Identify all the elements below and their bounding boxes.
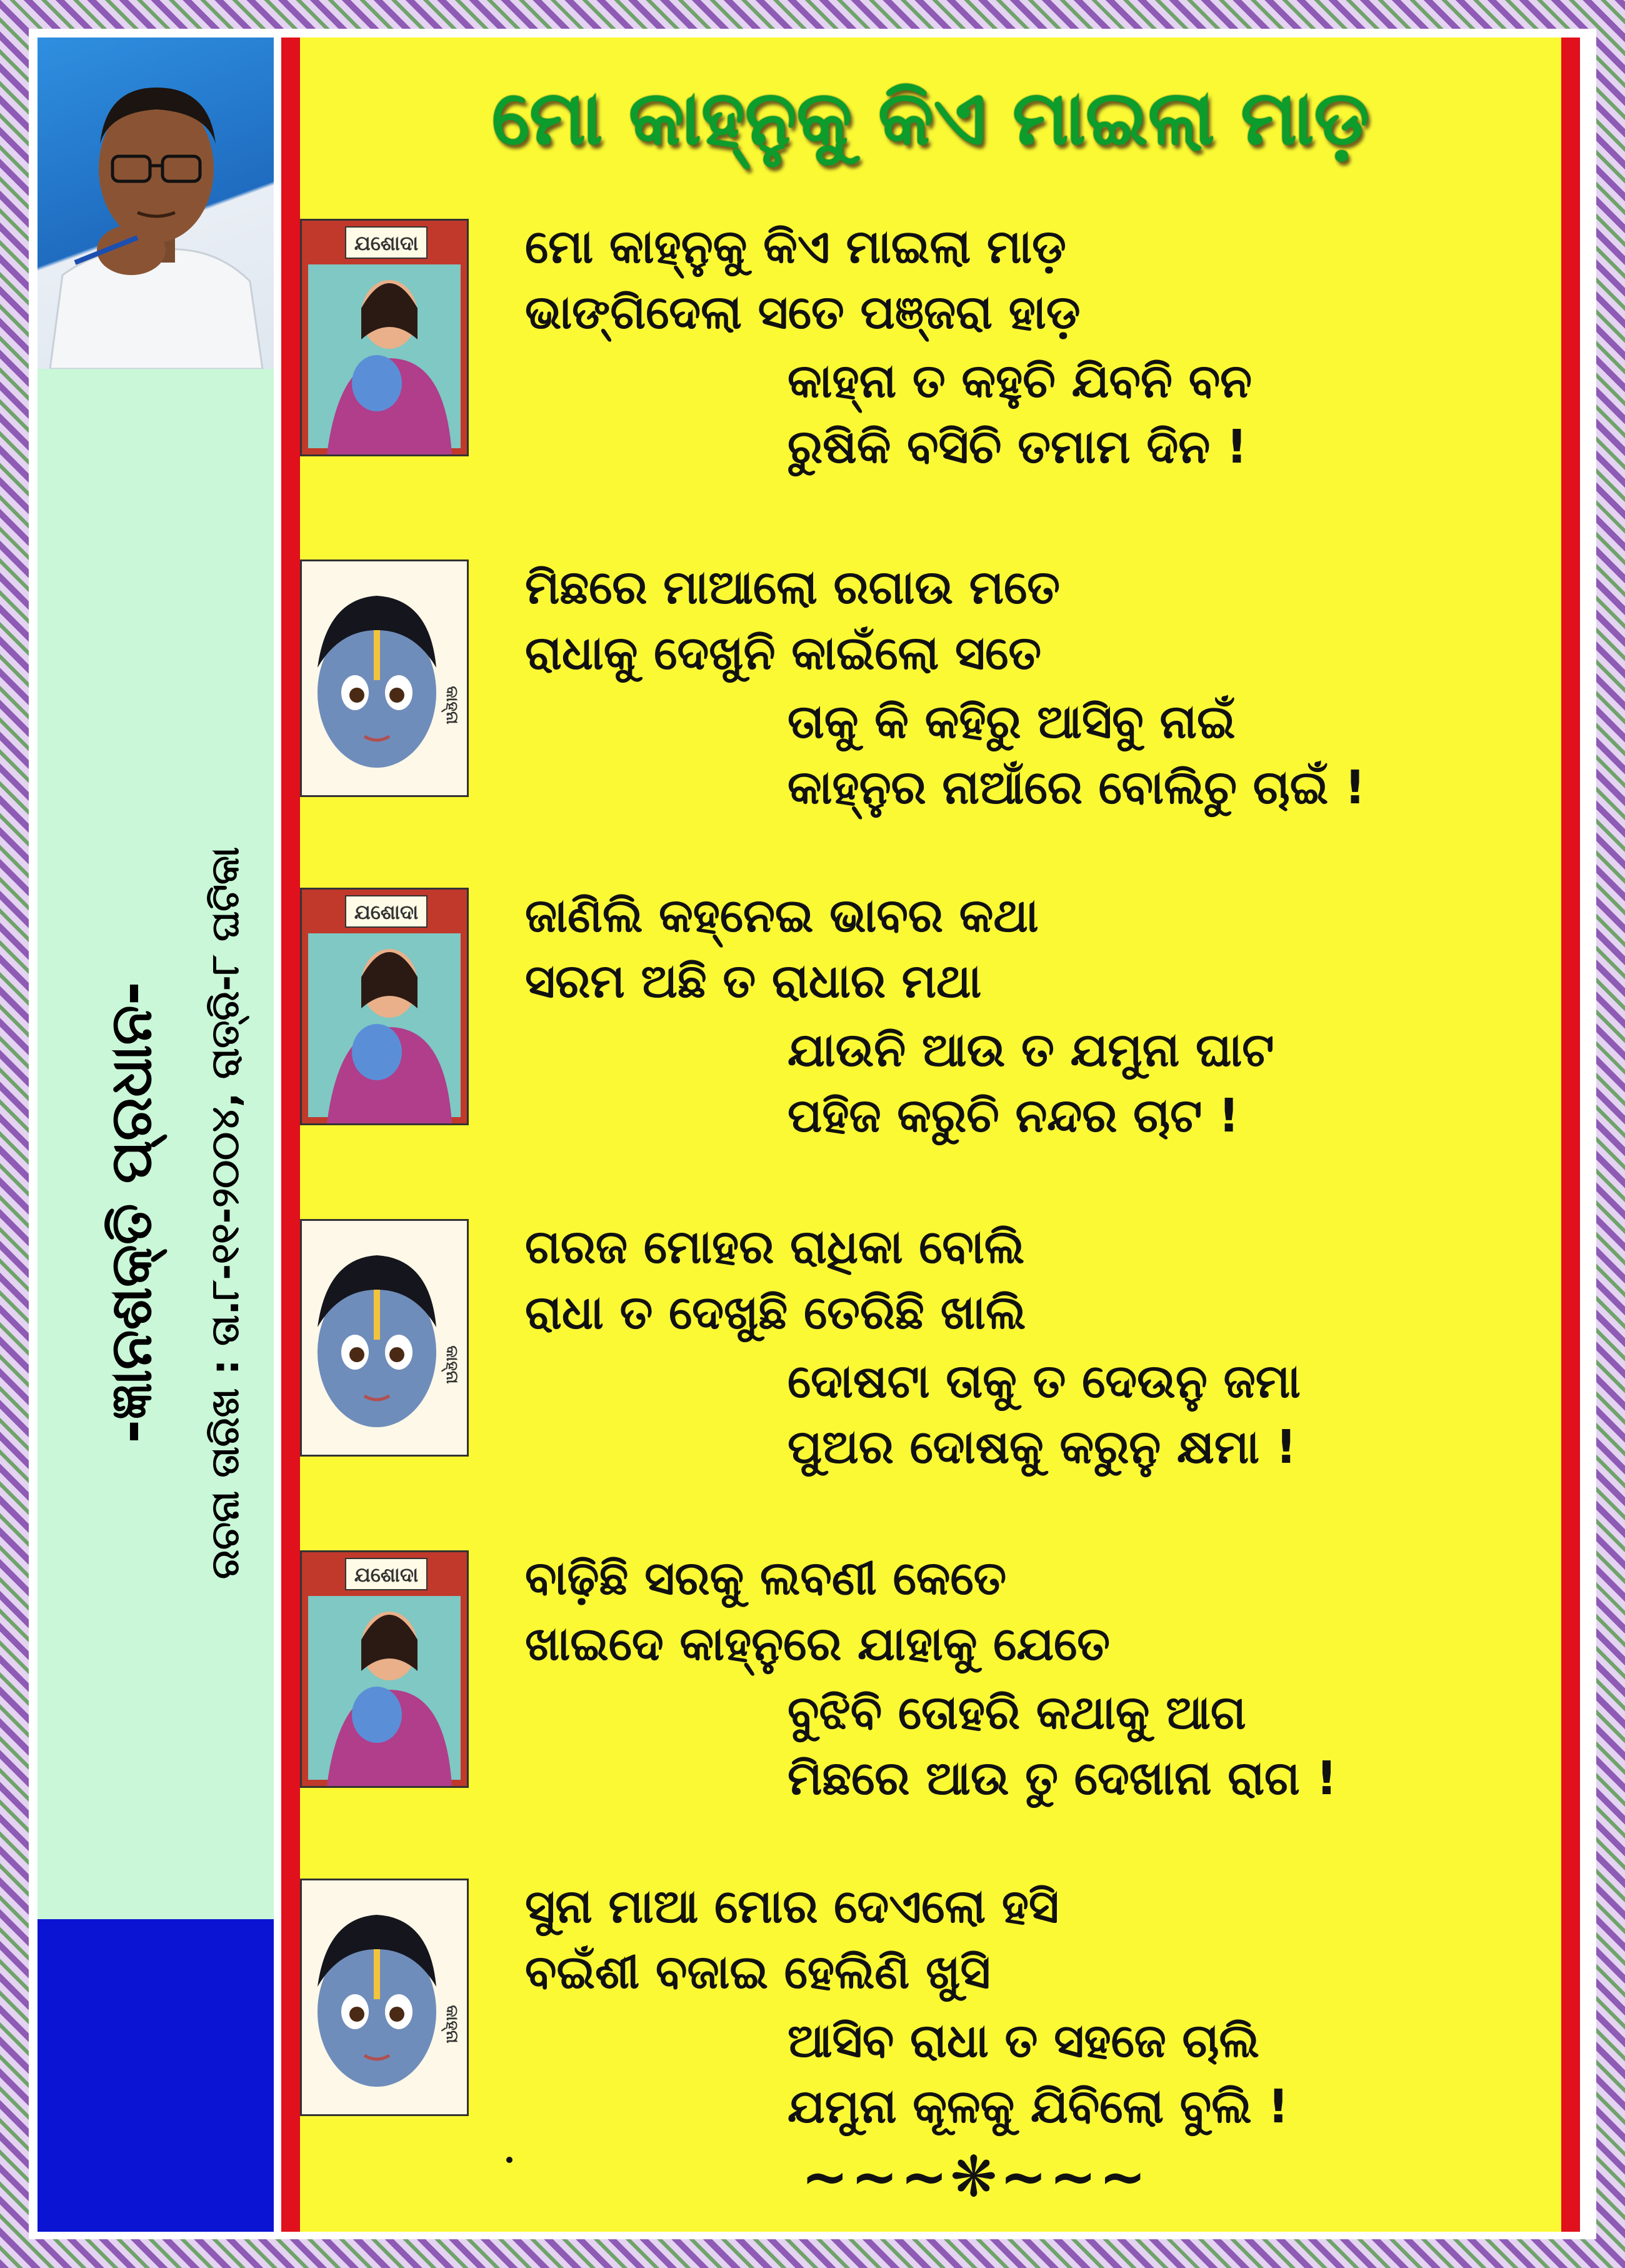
blue-panel <box>38 1919 274 2232</box>
stanza-line: ରାଧା ତ ଦେଖୁଛି ତେରିଛି ଖାଲି <box>525 1286 1026 1340</box>
stanza-5 <box>300 1550 1561 1805</box>
yashoda-thumbnail <box>300 888 469 1125</box>
stanza-line: ରାଧାକୁ ଦେଖୁନି କାଇଁଲୋ ସତେ <box>525 626 1042 680</box>
kanha-label: କାହ୍ନା <box>442 2005 461 2044</box>
stanza-line: ଗରଜ ମୋହର ରାଧିକା ବୋଲି <box>525 1220 1025 1274</box>
stanza-line: କାହ୍ନୁର ନାଆଁରେ ବୋଲିଚୁ ଚାଇଁ ! <box>788 761 1366 815</box>
left-column <box>38 38 274 2232</box>
yashoda-label: ଯଶୋଦା <box>354 1563 419 1587</box>
stanza-line: ଦୋଷଟା ତାକୁ ତ ଦେଉନୁ ଜମା <box>788 1355 1301 1408</box>
stanza-line: ସରମ ଅଛି ତ ରାଧାର ମଥା <box>525 955 982 1008</box>
stanza-line: ସୁନା ମାଆ ମୋର ଦେଏଲୋ ହସି <box>525 1880 1059 1934</box>
stanza-line: ମିଛରେ ଆଉ ତୁ ଦେଖାନା ରାଗ ! <box>788 1752 1338 1805</box>
stanza-line: କାହ୍ନା ତ କହୁଚି ଯିବନି ବନ <box>788 354 1252 408</box>
decorative-dot <box>506 2157 512 2163</box>
stanza-line: ଯାଉନି ଆଉ ତ ଯମୁନା ଘାଟ <box>788 1023 1274 1077</box>
composition-date: ରଚନା ତାରିଖ : ତା.୮-୧୧-୨୦୦୪, ରାତ୍ରି-୮ ଘଟିକା <box>202 846 248 1579</box>
stanza-1 <box>300 219 1561 474</box>
kanha-label: କାହ୍ନା <box>442 686 461 725</box>
kanha-thumbnail <box>300 559 469 797</box>
stanza-line: ପହିଜ କରୁଚି ନନ୍ଦର ଚାଟ ! <box>788 1089 1239 1143</box>
stanza-line: ତାକୁ କି କହିରୁ ଆସିବୁ ନାଇଁ <box>788 695 1236 749</box>
stanza-line: ପୁଅର ଦୋଷକୁ କରୁନୁ କ୍ଷମା ! <box>788 1420 1297 1474</box>
kanha-thumbnail <box>300 1219 469 1457</box>
stanza-line: ଜାଣିଲି କହ୍ନେଇ ଭାବର କଥା <box>525 889 1039 943</box>
yashoda-label: ଯଶୋଦା <box>354 900 419 924</box>
stanza-line: ଯମୁନା କୂଳକୁ ଯିବିଲୋ ବୁଲି ! <box>788 2080 1289 2134</box>
closing-ornament: ~~~❋~~~ <box>801 2144 1149 2210</box>
stanza-2 <box>300 559 1561 815</box>
poem-panel <box>300 38 1561 2232</box>
stanza-4 <box>300 1219 1561 1474</box>
stanza-line: ବୁଝିବି ତୋହରି କଥାକୁ ଆଗ <box>788 1686 1246 1740</box>
stanza-line: ବାଢ଼ିଛି ସରକୁ ଲବଣୀ କେତେ <box>525 1552 1007 1605</box>
stanza-3 <box>300 888 1561 1143</box>
stanza-6 <box>300 1879 1561 2134</box>
stanza-line: ବଇଁଶୀ ବଜାଇ ହେଲିଣି ଖୁସି <box>525 1945 991 1999</box>
vertical-credits <box>38 369 274 1919</box>
kanha-thumbnail <box>300 1879 469 2116</box>
stanza-line: ରୁଷିକି ବସିଚି ତମାମ ଦିନ ! <box>788 420 1248 474</box>
yashoda-thumbnail <box>300 219 469 456</box>
stanza-line: ମୋ କାହ୍ନୁକୁ କିଏ ମାଇଲା ମାଡ଼ <box>525 220 1066 274</box>
kanha-label: କାହ୍ନା <box>442 1345 461 1384</box>
stanza-line: ଭାଙ୍ଗିଦେଲା ସତେ ପଞ୍ଜରା ହାଡ଼ <box>525 286 1081 339</box>
yashoda-label: ଯଶୋଦା <box>354 231 419 255</box>
yashoda-thumbnail <box>300 1550 469 1788</box>
stanza-line: ମିଛରେ ମାଆଲୋ ରଗାଉ ମତେ <box>525 561 1060 615</box>
author-name: -ଜ୍ଞାନଶକ୍ତି ପ୍ରଧାନ- <box>98 981 164 1444</box>
red-border-right <box>1561 38 1580 2232</box>
stanza-line: ଆସିବ ରାଧା ତ ସହଜେ ଚାଲି <box>788 2014 1259 2068</box>
author-photo <box>38 38 274 369</box>
poem-title: ମୋ କାହ୍ନୁକୁ କିଏ ମାଇଲା ମାଡ଼ <box>491 75 1370 162</box>
red-border-left <box>281 38 300 2232</box>
stanza-line: ଖାଇଦେ କାହ୍ନୁରେ ଯାହାକୁ ଯେତେ <box>525 1617 1110 1671</box>
